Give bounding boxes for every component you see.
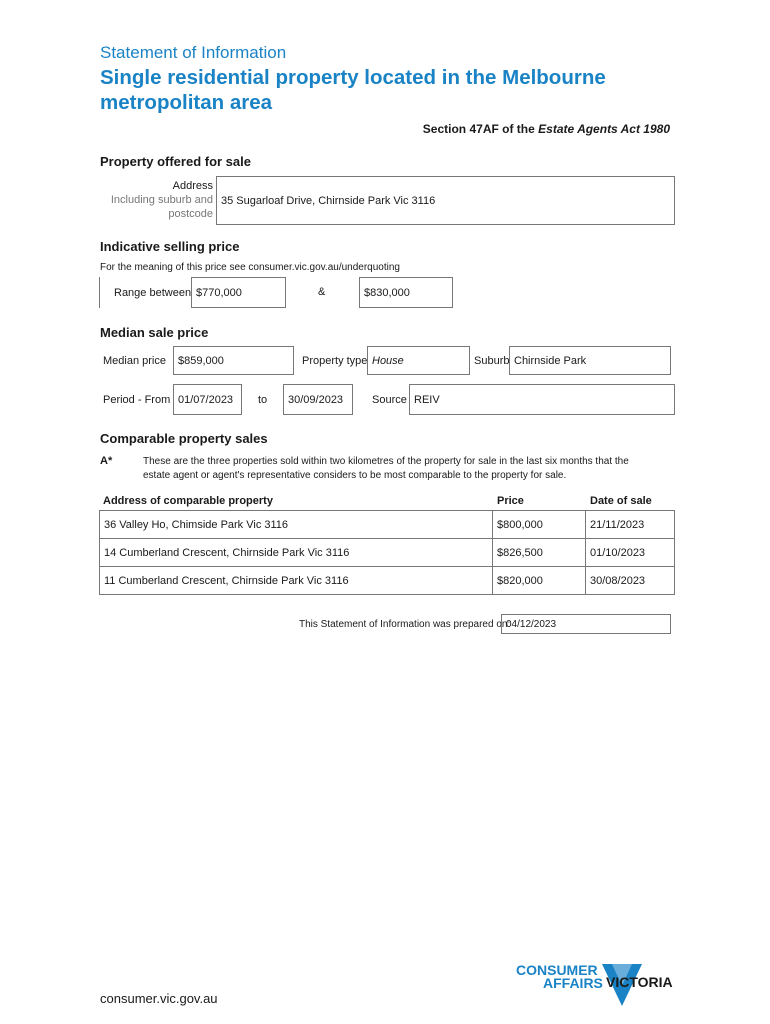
period-to-label: to — [258, 394, 268, 406]
footer-url[interactable]: consumer.vic.gov.au — [100, 991, 218, 1006]
row-address: 14 Cumberland Crescent, Chirnside Park Vic 3116 — [100, 539, 493, 567]
source-field[interactable] — [409, 384, 675, 415]
median-price-field[interactable] — [173, 346, 294, 375]
property-type-field[interactable] — [367, 346, 470, 375]
range-ampersand: & — [318, 286, 326, 298]
prepared-date-value: 04/12/2023 — [506, 618, 557, 630]
row-address: 36 Valley Ho, Chimside Park Vic 3116 — [100, 511, 493, 539]
source-label: Source — [372, 394, 407, 406]
suburb-field[interactable] — [509, 346, 671, 375]
row-date: 30/08/2023 — [586, 567, 675, 595]
legislation-reference — [423, 122, 670, 136]
comparable-description-line2: estate agent or agent's representative considers to be most comparable to the property for sale. — [143, 470, 567, 481]
suburb-value: Chirnside Park — [514, 354, 587, 367]
row-price: $800,000 — [493, 511, 586, 539]
row-date: 01/10/2023 — [586, 539, 675, 567]
consumer-affairs-victoria-logo — [516, 962, 676, 1008]
price-low-value: $770,000 — [196, 286, 242, 299]
address-label-line1: Address — [172, 180, 213, 192]
median-price-value: $859,000 — [178, 354, 224, 367]
period-from-label: Period - From — [103, 394, 171, 406]
logo-consumer: CONSUMER — [516, 962, 598, 978]
prepared-date-field[interactable] — [501, 614, 671, 634]
median-price-label: Median price — [103, 355, 166, 367]
comparable-description — [143, 455, 673, 483]
row-date: 21/11/2023 — [586, 511, 675, 539]
table-row — [100, 567, 675, 595]
comparable-table — [99, 510, 675, 595]
comparable-heading: Comparable property sales — [100, 431, 268, 446]
address-label — [111, 179, 213, 221]
period-from-field[interactable] — [173, 384, 242, 415]
property-type-value: House — [372, 354, 404, 367]
indicative-heading: Indicative selling price — [100, 239, 240, 254]
address-label-line2: Including suburb and — [110, 194, 213, 206]
median-heading: Median sale price — [100, 325, 209, 340]
range-label: Range between — [114, 287, 192, 299]
offered-heading: Property offered for sale — [100, 154, 251, 169]
logo-victoria: VICTORIA — [606, 974, 673, 990]
table-row — [100, 511, 675, 539]
period-to-field[interactable] — [283, 384, 353, 415]
period-from-value: 01/07/2023 — [178, 393, 234, 406]
col-date-header: Date of sale — [590, 495, 652, 507]
comparable-description-line1: These are the three properties sold within two kilometres of the property for sale in the last six months that the — [143, 456, 629, 467]
row-price: $820,000 — [493, 567, 586, 595]
act-name: Estate Agents Act 1980 — [538, 122, 670, 136]
address-value: 35 Sugarloaf Drive, Chirnside Park Vic 3116 — [221, 194, 436, 207]
comparable-marker: A* — [100, 455, 113, 467]
col-price-header: Price — [497, 495, 524, 507]
property-type-label: Property type — [302, 355, 368, 367]
row-price: $826,500 — [493, 539, 586, 567]
suburb-label: Suburb — [474, 355, 510, 367]
prepared-label: This Statement of Information was prepared on: — [299, 619, 511, 630]
logo-affairs: AFFAIRS — [543, 975, 603, 991]
section-prefix: Section 47AF of the — [422, 122, 539, 136]
range-divider — [99, 277, 100, 308]
document-title: Single residential property located in the Melbourne metropolitan area — [100, 66, 606, 114]
price-high-field[interactable] — [359, 277, 453, 308]
source-value: REIV — [414, 393, 440, 406]
price-low-field[interactable] — [191, 277, 286, 308]
document-kicker: Statement of Information — [100, 43, 287, 62]
table-row — [100, 539, 675, 567]
address-label-line3: postcode — [168, 208, 213, 220]
period-to-value: 30/09/2023 — [288, 393, 344, 406]
price-high-value: $830,000 — [364, 286, 410, 299]
address-field[interactable] — [216, 176, 675, 225]
row-address: 11 Cumberland Crescent, Chirnside Park Vic 3116 — [100, 567, 493, 595]
underquoting-note: For the meaning of this price see consumer.vic.gov.au/underquoting — [100, 262, 400, 273]
col-address-header: Address of comparable property — [103, 495, 273, 507]
